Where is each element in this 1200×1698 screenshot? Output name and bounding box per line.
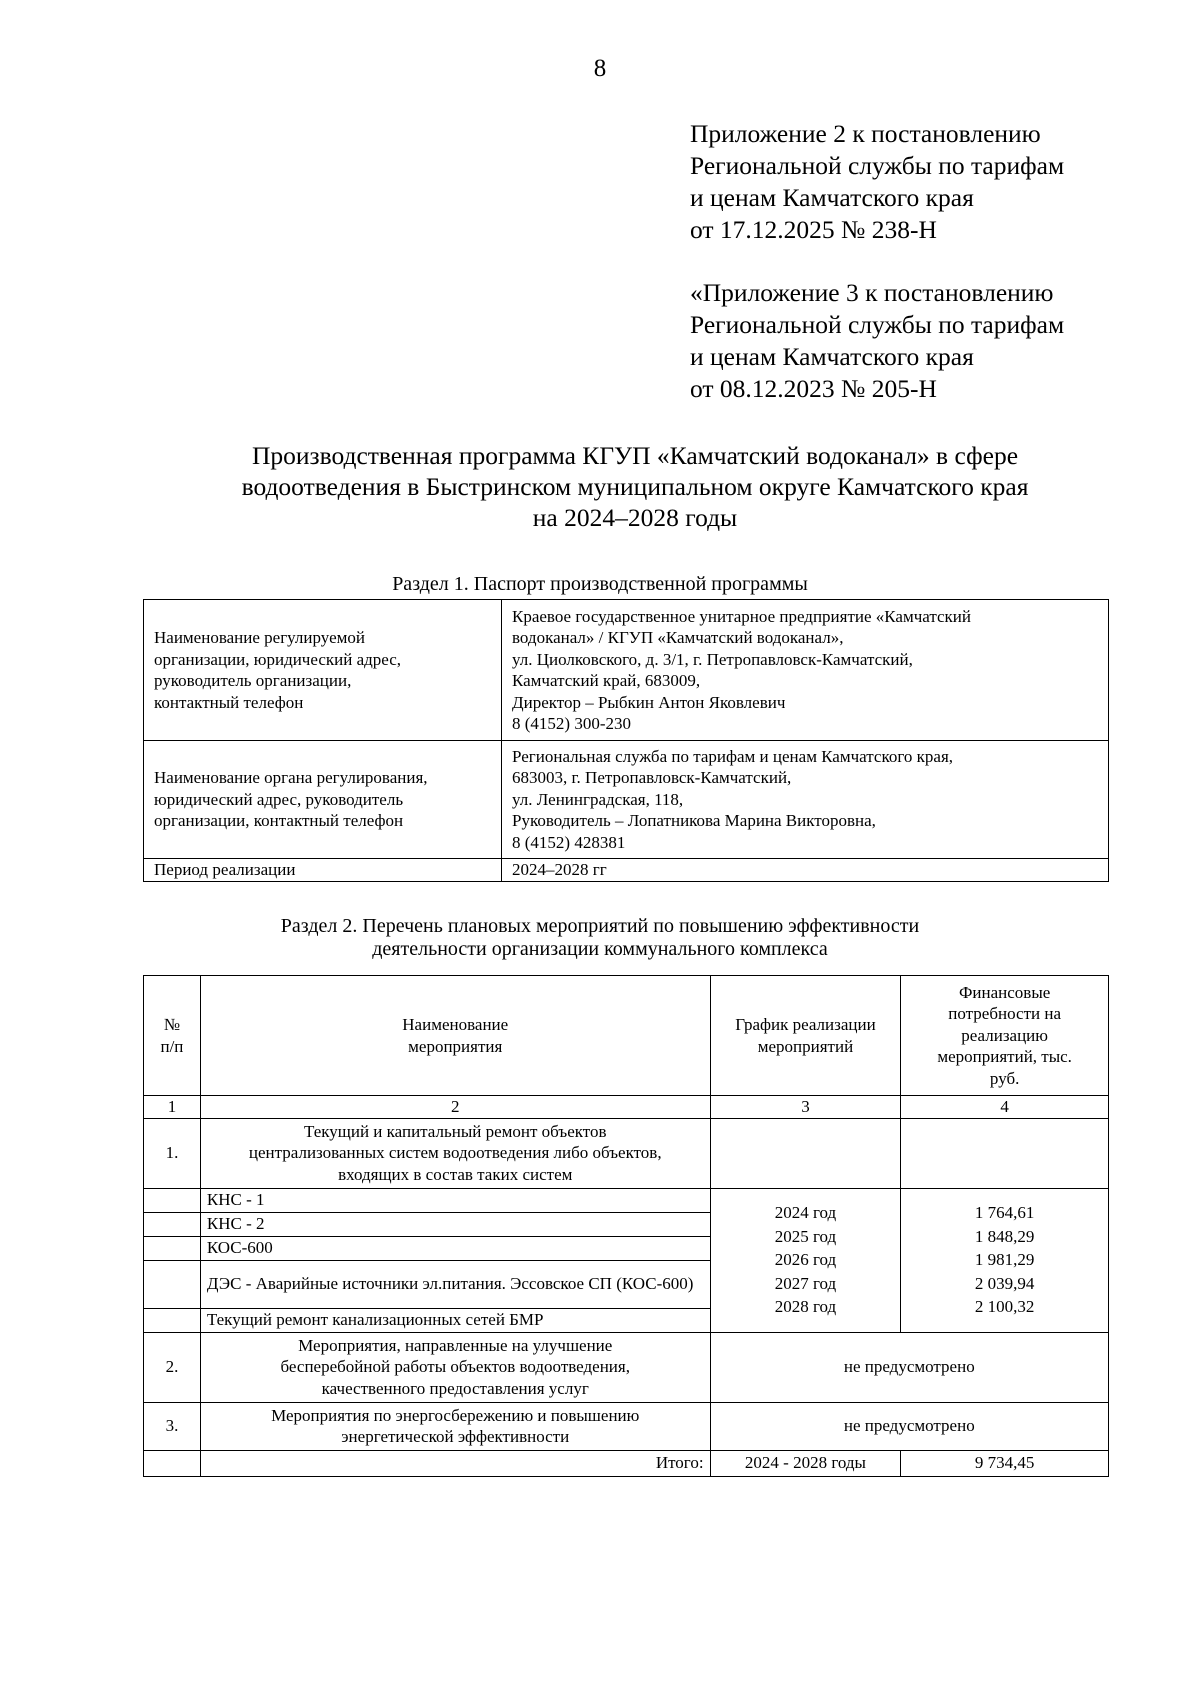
section2-caption: [0, 915, 1200, 961]
table-row: [144, 1332, 1109, 1402]
table-row: [144, 741, 1109, 859]
page-number: 8: [593, 55, 607, 82]
table-row: [144, 1118, 1109, 1188]
amount: 1 764,61: [974, 1203, 1035, 1223]
appendix-line: от 08.12.2023 № 205-Н: [690, 374, 937, 403]
header-finance: Финансовые потребности на реализацию мероприятий, тыс. руб.: [901, 976, 1109, 1096]
amount: 1 848,29: [974, 1226, 1035, 1246]
text-line: ул. Ленинградская, 118,: [512, 789, 684, 809]
appendix-line: Приложение 2 к постановлению: [690, 119, 1041, 148]
appendix-line: и ценам Камчатского края: [690, 183, 974, 212]
column-number: 3: [710, 1096, 901, 1119]
item-finance: [901, 1118, 1109, 1188]
appendix-previous: [690, 277, 1064, 405]
total-amount: 9 734,45: [901, 1450, 1109, 1476]
passport-label: [144, 741, 502, 859]
passport-table: [143, 599, 1109, 882]
table-row: [144, 859, 1109, 882]
subitem-row: [144, 1188, 1109, 1212]
text-line: контактный телефон: [154, 692, 304, 712]
appendix-line: от 17.12.2025 № 238-Н: [690, 215, 937, 244]
passport-value: [502, 600, 1109, 741]
text-line: Региональная служба по тарифам и ценам Камчатского края,: [512, 746, 954, 766]
item-number: 3.: [144, 1402, 201, 1450]
item-name: Мероприятия по энергосбережению и повышению энергетической эффективности: [200, 1402, 710, 1450]
subitem-name: КНС - 2: [200, 1212, 710, 1236]
table-row: [144, 600, 1109, 741]
subitem-number: [144, 1188, 201, 1212]
year: 2028 год: [774, 1297, 837, 1317]
appendix-line: и ценам Камчатского края: [690, 342, 974, 371]
subitem-number: [144, 1260, 201, 1308]
header-num: № п/п: [144, 976, 201, 1096]
title-line: водоотведения в Быстринском муниципальном округе Камчатского края: [241, 472, 1029, 501]
item-status: не предусмотрено: [710, 1402, 1108, 1450]
year: 2024 год: [774, 1203, 837, 1223]
item-number: 1.: [144, 1118, 201, 1188]
item-schedule: [710, 1118, 901, 1188]
section1-caption: Раздел 1. Паспорт производственной программы: [392, 573, 808, 595]
text-line: 8 (4152) 428381: [512, 832, 626, 852]
appendix-line: Региональной службы по тарифам: [690, 310, 1065, 339]
text-line: Руководитель – Лопатникова Марина Викторовна,: [512, 811, 876, 831]
subitem-number: [144, 1236, 201, 1260]
subitem-number: [144, 1308, 201, 1332]
amount: 2 100,32: [974, 1297, 1035, 1317]
appendix-line: «Приложение 3 к постановлению: [690, 278, 1054, 307]
caption-line: деятельности организации коммунального комплекса: [372, 938, 828, 960]
item-number: 2.: [144, 1332, 201, 1402]
passport-value: [502, 741, 1109, 859]
total-label: Итого:: [200, 1450, 710, 1476]
passport-label: [144, 600, 502, 741]
column-number: 2: [200, 1096, 710, 1119]
year: 2025 год: [774, 1226, 837, 1246]
text-line: 2024–2028 гг: [512, 860, 607, 879]
amount: 1 981,29: [974, 1250, 1035, 1270]
schedule-years: [710, 1188, 901, 1332]
title-line: на 2024–2028 годы: [532, 503, 738, 532]
header-name: Наименование мероприятия: [200, 976, 710, 1096]
text-line: организации, контактный телефон: [154, 811, 404, 831]
text-line: Период реализации: [154, 860, 296, 879]
text-line: Директор – Рыбкин Антон Яковлевич: [512, 692, 786, 712]
subitem-number: [144, 1212, 201, 1236]
subitem-name: ДЭС - Аварийные источники эл.питания. Эссовское СП (КОС-600): [200, 1260, 710, 1308]
total-row: [144, 1450, 1109, 1476]
passport-label: [144, 859, 502, 882]
passport-value: [502, 859, 1109, 882]
text-line: руководитель организации,: [154, 671, 352, 690]
item-name: Мероприятия, направленные на улучшение бесперебойной работы объектов водоотведения, качественного предоставления услуг: [200, 1332, 710, 1402]
total-period: 2024 - 2028 годы: [710, 1450, 901, 1476]
text-line: 683003, г. Петропавловск-Камчатский,: [512, 768, 792, 788]
table-header-row: [144, 976, 1109, 1096]
header-schedule: График реализации мероприятий: [710, 976, 901, 1096]
table-row: [144, 1402, 1109, 1450]
year: 2026 год: [774, 1250, 837, 1270]
text-line: Наименование органа регулирования,: [154, 768, 428, 788]
column-number: 1: [144, 1096, 201, 1119]
subitem-name: Текущий ремонт канализационных сетей БМР: [200, 1308, 710, 1332]
item-name: Текущий и капитальный ремонт объектов централизованных систем водоотведения либо объектов, входящих в состав таких систем: [200, 1118, 710, 1188]
text-line: организации, юридический адрес,: [154, 649, 402, 669]
text-line: ул. Циолковского, д. 3/1, г. Петропавловск-Камчатский,: [512, 649, 913, 669]
text-line: юридический адрес, руководитель: [154, 789, 404, 809]
amount: 2 039,94: [974, 1273, 1035, 1293]
appendix-line: Региональной службы по тарифам: [690, 151, 1065, 180]
subitem-name: КНС - 1: [200, 1188, 710, 1212]
text-line: 8 (4152) 300-230: [512, 714, 631, 733]
item-status: не предусмотрено: [710, 1332, 1108, 1402]
total-blank: [144, 1450, 201, 1476]
subitem-name: КОС-600: [200, 1236, 710, 1260]
title-line: Производственная программа КГУП «Камчатский водоканал» в сфере: [251, 441, 1019, 470]
finance-amounts: [901, 1188, 1109, 1332]
document-title: [160, 440, 1110, 533]
text-line: Наименование регулируемой: [154, 628, 365, 647]
text-line: Камчатский край, 683009,: [512, 671, 701, 690]
column-number-row: [144, 1096, 1109, 1119]
column-number: 4: [901, 1096, 1109, 1119]
text-line: водоканал» / КГУП «Камчатский водоканал»,: [512, 628, 844, 647]
caption-line: Раздел 2. Перечень плановых мероприятий по повышению эффективности: [280, 915, 920, 937]
text-line: Краевое государственное унитарное предприятие «Камчатский: [512, 606, 971, 626]
measures-table: [143, 975, 1109, 1477]
appendix-current: [690, 118, 1064, 246]
year: 2027 год: [774, 1273, 837, 1293]
